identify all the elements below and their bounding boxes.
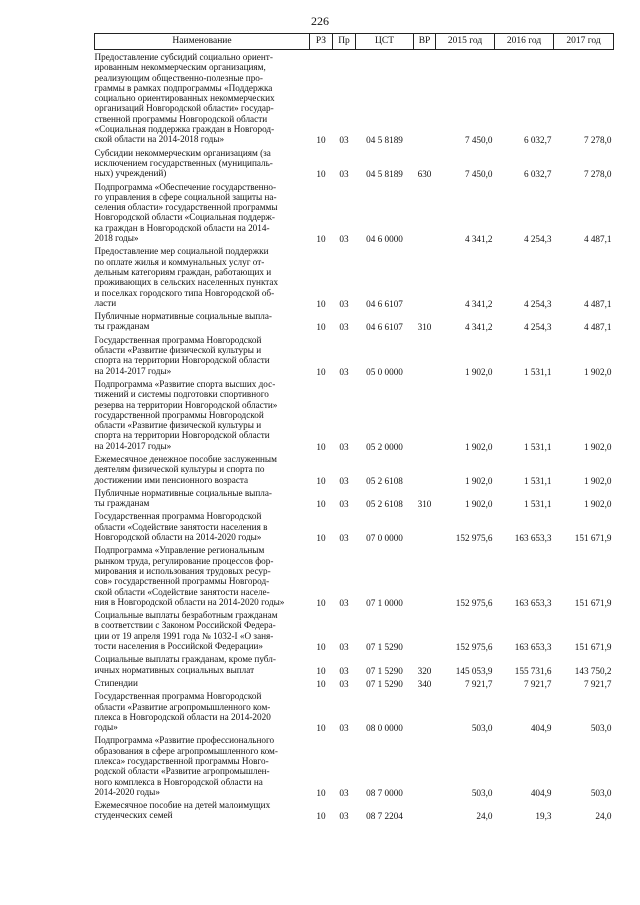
row-cst: 04 6 6107 [366, 298, 403, 309]
row-vr [414, 244, 436, 309]
row-cst: 04 6 6107 [366, 322, 403, 333]
row-2016: 6 032,7 [523, 169, 552, 180]
row-vr [414, 180, 436, 245]
row-2017: 503,0 [590, 787, 612, 798]
row-2015: 7 450,0 [464, 169, 493, 180]
table-row [95, 509, 614, 543]
row-vr [414, 377, 436, 452]
row-cst: 07 1 0000 [366, 597, 403, 608]
row-vr [414, 50, 436, 146]
table-row [95, 676, 614, 689]
row-name: Субсидии некоммерческим организациям (за исключением государственных (муниципаль- ных) учреждений) [94, 147, 273, 179]
budget-table [94, 33, 614, 822]
table-row [95, 652, 614, 676]
row-rz: 10 [316, 723, 326, 734]
header-pr: Пр [333, 34, 356, 50]
row-cst: 04 6 0000 [366, 234, 403, 245]
row-name: Социальные выплаты безработным гражданам в соответствии с Законом Российской Федера- ции от 19 апреля 1991 года № 1032-I «О заня- тости населения в Российской Федерации» [94, 610, 278, 652]
row-name: Ежемесячное денежное пособие заслуженным деятелям физической культуры и спорта по достижении ими пенсионного возраста [94, 453, 277, 485]
row-rz: 10 [316, 234, 326, 245]
table-body [95, 50, 614, 822]
row-rz: 10 [316, 366, 326, 377]
row-pr: 03 [339, 811, 349, 822]
row-2015: 152 975,6 [455, 642, 493, 653]
row-rz: 10 [316, 811, 326, 822]
row-name: Публичные нормативные социальные выпла- ты гражданам [94, 311, 272, 332]
row-2017: 24,0 [595, 811, 612, 822]
row-rz: 10 [316, 665, 326, 676]
row-name: Государственная программа Новгородской области «Содействие занятости населения в Новгородской области на 2014-2020 годы» [94, 511, 268, 543]
row-rz: 10 [316, 597, 326, 608]
row-name: Ежемесячное пособие на детей малоимущих студенческих семей [94, 800, 271, 821]
row-2016: 7 921,7 [523, 678, 552, 689]
row-cst: 05 2 6108 [366, 475, 403, 486]
table-row [95, 244, 614, 309]
table-row [95, 608, 614, 652]
row-vr: 310 [417, 322, 432, 333]
row-cst: 04 5 8189 [366, 135, 403, 146]
header-2017: 2017 год [554, 34, 614, 50]
row-2015: 152 975,6 [455, 533, 493, 544]
row-cst: 08 7 0000 [366, 787, 403, 798]
page-number: 226 [311, 14, 329, 28]
row-2016: 6 032,7 [523, 135, 552, 146]
row-name: Подпрограмма «Управление региональным рынком труда, регулирование процессов фор- мирования и использования трудовых ресур- сов» государственной программы Новгород- ской области «Содействие занятости населе- ния в Новгородской области на 2014-2020 годы» [94, 545, 285, 607]
row-2017: 151 671,9 [574, 597, 612, 608]
row-pr: 03 [339, 169, 349, 180]
row-2017: 4 487,1 [583, 298, 612, 309]
row-2017: 151 671,9 [574, 533, 612, 544]
row-2017: 143 750,2 [574, 665, 612, 676]
row-cst: 07 1 5290 [366, 642, 403, 653]
row-cst: 05 2 0000 [366, 441, 403, 452]
row-2015: 4 341,2 [464, 298, 493, 309]
row-2016: 1 531,1 [523, 366, 552, 377]
row-cst: 04 5 8189 [366, 169, 403, 180]
row-vr [414, 543, 436, 608]
row-2015: 503,0 [471, 787, 493, 798]
row-name: Подпрограмма «Развитие профессионального образования в сфере агропромышленного ком- плекса» государственной программы Новго- родской области «Развитие агропромышлен- ного комплекса в Новгородской области на 2014-2020 годы» [94, 735, 278, 797]
row-rz: 10 [316, 787, 326, 798]
row-2017: 7 278,0 [583, 135, 612, 146]
row-2015: 1 902,0 [464, 441, 493, 452]
header-rz: РЗ [310, 34, 333, 50]
row-name: Предоставление субсидий социально ориент- ированным некоммерческим организациям, реализующим общественно-полезные про- граммы в рамках подпрограммы «Поддержка социально ориентированных некоммерческих организаций Новгородской области» государ- ственной программы Новгородской области «Социальная поддержка граждан в Новгород- ской области на 2014-2018 годы» [94, 52, 275, 145]
row-name: Подпрограмма «Обеспечение государственно- го управления в сфере социальной защиты на- селения области» государственной программы Новгородской области «Социальная поддерж- ка граждан в Новгородской области на 2014- 2018 годы» [94, 181, 278, 244]
row-2016: 163 653,3 [514, 533, 552, 544]
table-row [95, 798, 614, 822]
row-cst: 07 0 0000 [366, 533, 403, 544]
row-pr: 03 [339, 298, 349, 309]
row-2016: 163 653,3 [514, 597, 552, 608]
row-vr [414, 798, 436, 822]
row-2017: 1 902,0 [583, 366, 612, 377]
row-vr [414, 689, 436, 733]
row-name: Социальные выплаты гражданам, кроме публ- ичных нормативных социальных выплат [94, 654, 276, 675]
row-pr: 03 [339, 475, 349, 486]
row-2017: 7 921,7 [583, 678, 612, 689]
row-cst: 07 1 5290 [366, 678, 403, 689]
row-vr [414, 509, 436, 543]
row-vr: 310 [417, 499, 432, 510]
row-cst: 08 7 2204 [366, 811, 403, 822]
row-2017: 151 671,9 [574, 642, 612, 653]
row-name: Публичные нормативные социальные выпла- ты гражданам [94, 487, 272, 509]
row-2016: 155 731,6 [514, 665, 552, 676]
row-cst: 08 0 0000 [366, 723, 403, 734]
row-pr: 03 [339, 322, 349, 333]
row-2017: 1 902,0 [583, 441, 612, 452]
row-2016: 4 254,3 [523, 298, 552, 309]
row-cst: 07 1 5290 [366, 665, 403, 676]
table-row [95, 486, 614, 510]
table-row [95, 377, 614, 452]
row-pr: 03 [339, 642, 349, 653]
row-vr [414, 733, 436, 798]
table-header-row [95, 34, 614, 50]
row-2016: 404,9 [530, 787, 552, 798]
row-2015: 7 921,7 [464, 678, 493, 689]
header-name: Наименование [95, 34, 310, 50]
table-row [95, 543, 614, 608]
row-pr: 03 [339, 366, 349, 377]
row-2015: 1 902,0 [464, 366, 493, 377]
row-2016: 4 254,3 [523, 234, 552, 245]
row-2015: 24,0 [476, 811, 493, 822]
table-row [95, 146, 614, 180]
row-vr [414, 333, 436, 377]
row-pr: 03 [339, 234, 349, 245]
row-rz: 10 [316, 169, 326, 180]
row-pr: 03 [339, 597, 349, 608]
row-vr: 340 [417, 678, 432, 689]
row-pr: 03 [339, 665, 349, 676]
row-2016: 1 531,1 [523, 441, 552, 452]
row-rz: 10 [316, 533, 326, 544]
row-2016: 1 531,1 [523, 475, 552, 486]
row-2015: 152 975,6 [455, 597, 493, 608]
row-2017: 503,0 [590, 723, 612, 734]
table-row [95, 309, 614, 333]
header-2016: 2016 год [495, 34, 554, 50]
table-row [95, 50, 614, 146]
row-cst: 05 0 0000 [366, 366, 403, 377]
row-2017: 4 487,1 [583, 234, 612, 245]
row-rz: 10 [316, 298, 326, 309]
row-2016: 19,3 [535, 811, 552, 822]
row-pr: 03 [339, 441, 349, 452]
row-vr: 320 [417, 665, 432, 676]
table-row [95, 733, 614, 798]
row-rz: 10 [316, 322, 326, 333]
row-vr: 630 [417, 169, 432, 180]
row-2017: 4 487,1 [583, 322, 612, 333]
row-rz: 10 [316, 642, 326, 653]
row-2016: 163 653,3 [514, 642, 552, 653]
row-vr [414, 608, 436, 652]
row-rz: 10 [316, 475, 326, 486]
table-row [95, 180, 614, 245]
row-rz: 10 [316, 499, 326, 510]
row-rz: 10 [316, 441, 326, 452]
row-pr: 03 [339, 135, 349, 146]
row-2015: 4 341,2 [464, 322, 493, 333]
row-pr: 03 [339, 499, 349, 510]
row-2015: 1 902,0 [464, 475, 493, 486]
row-rz: 10 [316, 678, 326, 689]
row-pr: 03 [339, 787, 349, 798]
row-cst: 05 2 6108 [366, 499, 403, 510]
row-name: Государственная программа Новгородской области «Развитие физической культуры и спорта на территории Новгородской области на 2014-2017 годы» [94, 334, 270, 376]
row-2017: 1 902,0 [583, 499, 612, 510]
table-row [95, 333, 614, 377]
header-2015: 2015 год [436, 34, 495, 50]
row-2015: 1 902,0 [464, 499, 493, 510]
row-name: Государственная программа Новгородской области «Развитие агропромышленного ком- плекса в Новгородской области на 2014-2020 годы» [94, 691, 271, 733]
row-2015: 4 341,2 [464, 234, 493, 245]
row-rz: 10 [316, 135, 326, 146]
row-name: Подпрограмма «Развитие спорта высших дос- тижений и системы подготовки спортивного резерва на территории Новгородской области» государственной программы Новгородской области «Развитие физической культуры и спорта на территории Новгородской области на 2014-2017 годы» [94, 378, 278, 451]
row-2015: 145 053,9 [455, 665, 493, 676]
row-2017: 7 278,0 [583, 169, 612, 180]
row-pr: 03 [339, 678, 349, 689]
row-pr: 03 [339, 533, 349, 544]
row-name: Предоставление мер социальной поддержки по оплате жилья и коммунальных услуг от- дельным категориям граждан, работающих и проживающих в сельских населенных пунктах и поселках городского типа Новгородской об- ласти [94, 246, 279, 308]
table-row [95, 452, 614, 486]
table-row [95, 689, 614, 733]
row-2015: 503,0 [471, 723, 493, 734]
row-2015: 7 450,0 [464, 135, 493, 146]
row-2016: 404,9 [530, 723, 552, 734]
row-2017: 1 902,0 [583, 475, 612, 486]
row-pr: 03 [339, 723, 349, 734]
header-cst: ЦСТ [356, 34, 414, 50]
row-vr [414, 452, 436, 486]
row-2016: 1 531,1 [523, 499, 552, 510]
header-vr: ВР [414, 34, 436, 50]
row-name: Стипендии [94, 677, 138, 688]
row-2016: 4 254,3 [523, 322, 552, 333]
